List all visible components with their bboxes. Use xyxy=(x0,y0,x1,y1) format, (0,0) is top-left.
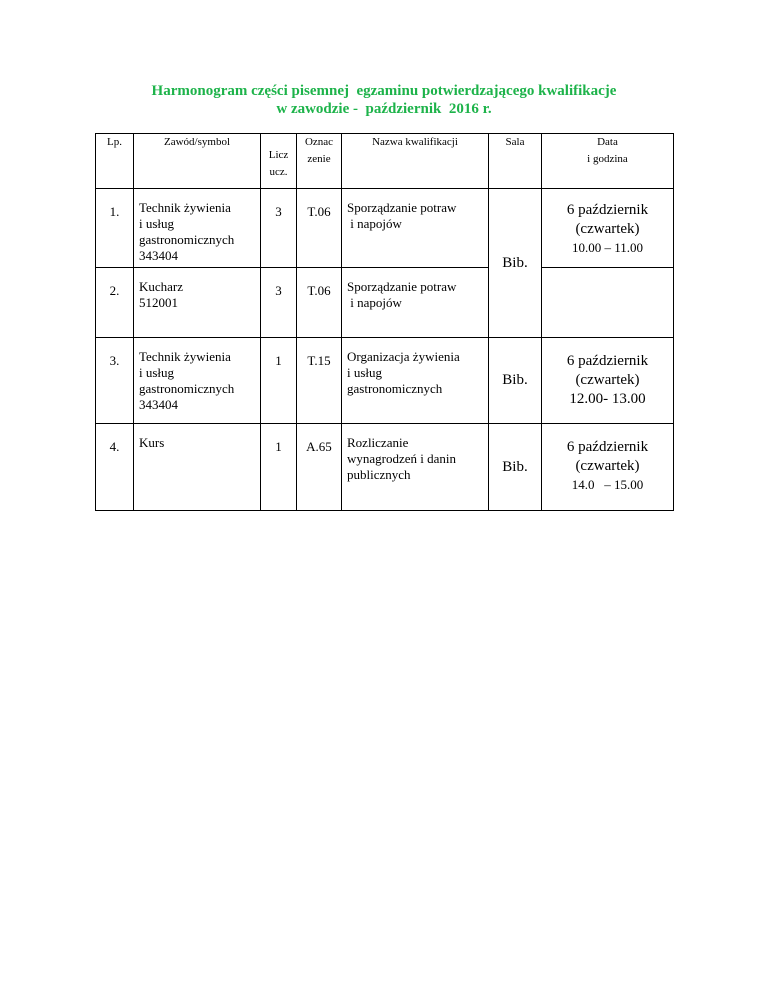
row-zawod: Technik żywienia i usług gastronomicznych 343404 xyxy=(134,338,261,424)
merged-sala-text: Bib. xyxy=(502,254,528,271)
row-nazwa: Organizacja żywienia i usług gastronomicznych xyxy=(342,338,489,424)
header-data: Data i godzina xyxy=(542,134,674,189)
row-nazwa: Sporządzanie potraw i napojów xyxy=(342,189,489,268)
header-licz: Licz ucz. xyxy=(261,134,297,189)
row-licz: 1 xyxy=(261,424,297,511)
header-zawod: Zawód/symbol xyxy=(134,134,261,189)
row-date xyxy=(542,338,674,424)
schedule-table xyxy=(95,133,674,511)
row-lp: 4. xyxy=(96,424,134,511)
date-time: 12.00- 13.00 xyxy=(569,391,646,407)
row-nazwa: Rozliczanie wynagrodzeń i danin publicznych xyxy=(342,424,489,511)
table-row xyxy=(96,424,674,511)
header-nazwa: Nazwa kwalifikacji xyxy=(342,134,489,189)
row-lp: 3. xyxy=(96,338,134,424)
merged-date xyxy=(542,189,674,268)
header-lp: Lp. xyxy=(96,134,134,189)
row-zawod: Kurs xyxy=(134,424,261,511)
row-sala-text: Bib. xyxy=(502,458,528,475)
header-oznac: Oznac zenie xyxy=(297,134,342,189)
row-sala xyxy=(489,424,542,511)
row-oznac: A.65 xyxy=(297,424,342,511)
row-date xyxy=(542,424,674,511)
row-lp: 2. xyxy=(96,268,134,338)
date-line-1: 6 październik xyxy=(566,353,649,369)
table-row xyxy=(96,268,674,338)
date-line-2: (czwartek) xyxy=(575,372,640,388)
header-row xyxy=(96,134,674,189)
row-sala xyxy=(489,338,542,424)
table-row xyxy=(96,189,674,268)
date-line-2: (czwartek) xyxy=(575,221,640,237)
row-nazwa: Sporządzanie potraw i napojów xyxy=(342,268,489,338)
row-licz: 3 xyxy=(261,268,297,338)
row-oznac: T.15 xyxy=(297,338,342,424)
date-time: 10.00 – 11.00 xyxy=(571,240,644,255)
title-line-1: Harmonogram części pisemnej egzaminu potwierdzającego kwalifikacje xyxy=(151,83,617,99)
row-lp: 1. xyxy=(96,189,134,268)
row-zawod: Technik żywienia i usług gastronomicznych 343404 xyxy=(134,189,261,268)
date-time: 14.0 – 15.00 xyxy=(571,477,644,492)
title-line-2: w zawodzie - październik 2016 r. xyxy=(276,101,492,117)
date-line-1: 6 październik xyxy=(566,439,649,455)
date-line-1: 6 październik xyxy=(566,202,649,218)
date-line-2: (czwartek) xyxy=(575,458,640,474)
row-zawod: Kucharz 512001 xyxy=(134,268,261,338)
row-licz: 1 xyxy=(261,338,297,424)
row-oznac: T.06 xyxy=(297,268,342,338)
header-sala: Sala xyxy=(489,134,542,189)
date-empty-cell xyxy=(542,268,674,338)
document-title xyxy=(0,82,768,118)
merged-sala xyxy=(489,189,542,338)
row-licz: 3 xyxy=(261,189,297,268)
table-row xyxy=(96,338,674,424)
row-oznac: T.06 xyxy=(297,189,342,268)
row-sala-text: Bib. xyxy=(502,372,528,388)
